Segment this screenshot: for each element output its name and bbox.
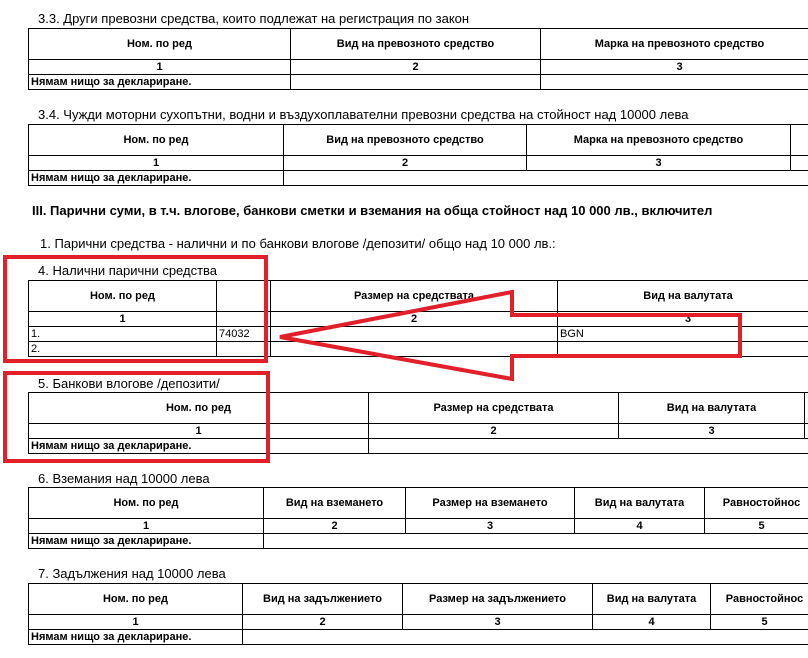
column-number: 2 [271,312,558,327]
column-number: 4 [593,615,711,630]
column-number: 3 [619,424,805,439]
part-3-heading: III. Парични суми, в т.ч. влогове, банкови сметки и вземания на обща стойност над 10 000 лв., включител [32,203,713,218]
nothing-to-declare: Нямам нищо за деклариране. [29,630,243,645]
column-number: 2 [369,424,619,439]
amount-cell: 74032 [217,327,271,342]
column-header: Вид на валутата [619,393,805,424]
column-header: Равностойнос [711,584,808,615]
column-header: Ном. по ред [29,584,243,615]
row-number: 1. [29,327,217,342]
part-3-subheading: 1. Парични средства - налични и по банкови влогове /депозити/ общо над 10 000 лв.: [40,236,556,251]
column-header: Марка на превозното средство [527,125,791,156]
column-number: 4 [575,519,705,534]
column-number: 3 [403,615,593,630]
column-number: 2 [284,156,527,171]
column-header: Вид на валутата [575,488,705,519]
column-number: 3 [527,156,791,171]
section-3-3-title: 3.3. Други превозни средства, които подлежат на регистрация по закон [38,11,470,26]
section-6-title: 6. Вземания над 10000 лева [38,471,210,486]
section-4-title: 4. Налични парични средства [38,263,218,278]
column-header: Вид на превозното средство [291,29,541,60]
column-header: Размер на вземането [406,488,575,519]
column-number: 3 [558,312,808,327]
currency-cell: BGN [558,327,808,342]
nothing-to-declare: Нямам нищо за деклариране. [29,75,291,90]
section-3-4-title: 3.4. Чужди моторни сухопътни, водни и въздухоплавателни превозни средства на стойност над 10000 лева [38,107,689,122]
row-number: 2. [29,342,217,357]
nothing-to-declare: Нямам нищо за деклариране. [29,534,264,549]
nothing-to-declare: Нямам нищо за деклариране. [29,171,284,186]
column-header: Ном. по ред [29,488,264,519]
column-header: Размер на задължението [403,584,593,615]
column-number: 3 [406,519,575,534]
column-header: Вид на задължението [243,584,403,615]
section-5-title: 5. Банкови влогове /депозити/ [38,376,220,391]
column-header: Ном. по ред [29,29,291,60]
column-number: 5 [711,615,808,630]
column-number: 5 [705,519,808,534]
column-number: 2 [291,60,541,75]
section-7-title: 7. Задължения над 10000 лева [38,566,226,581]
column-header: Марка на превозното средство [541,29,808,60]
column-header: Равностойнос [705,488,808,519]
column-header: Размер на средствата [369,393,619,424]
column-number: 2 [243,615,403,630]
column-header: Ном. по ред [29,281,217,312]
column-number: 3 [541,60,808,75]
column-number: 1 [29,615,243,630]
column-number: 1 [29,60,291,75]
column-header: Вид на валутата [558,281,808,312]
column-number: 1 [29,156,284,171]
column-number: 2 [264,519,406,534]
column-header: Ном. по ред [29,393,369,424]
column-header: Вид на вземането [264,488,406,519]
column-number: 1 [29,312,217,327]
column-header: Ном. по ред [29,125,284,156]
column-number: 1 [29,519,264,534]
column-header: Вид на валутата [593,584,711,615]
column-number: 1 [29,424,369,439]
column-header: Размер на средствата [271,281,558,312]
column-header: Вид на превозното средство [284,125,527,156]
nothing-to-declare: Нямам нищо за деклариране. [29,439,369,454]
